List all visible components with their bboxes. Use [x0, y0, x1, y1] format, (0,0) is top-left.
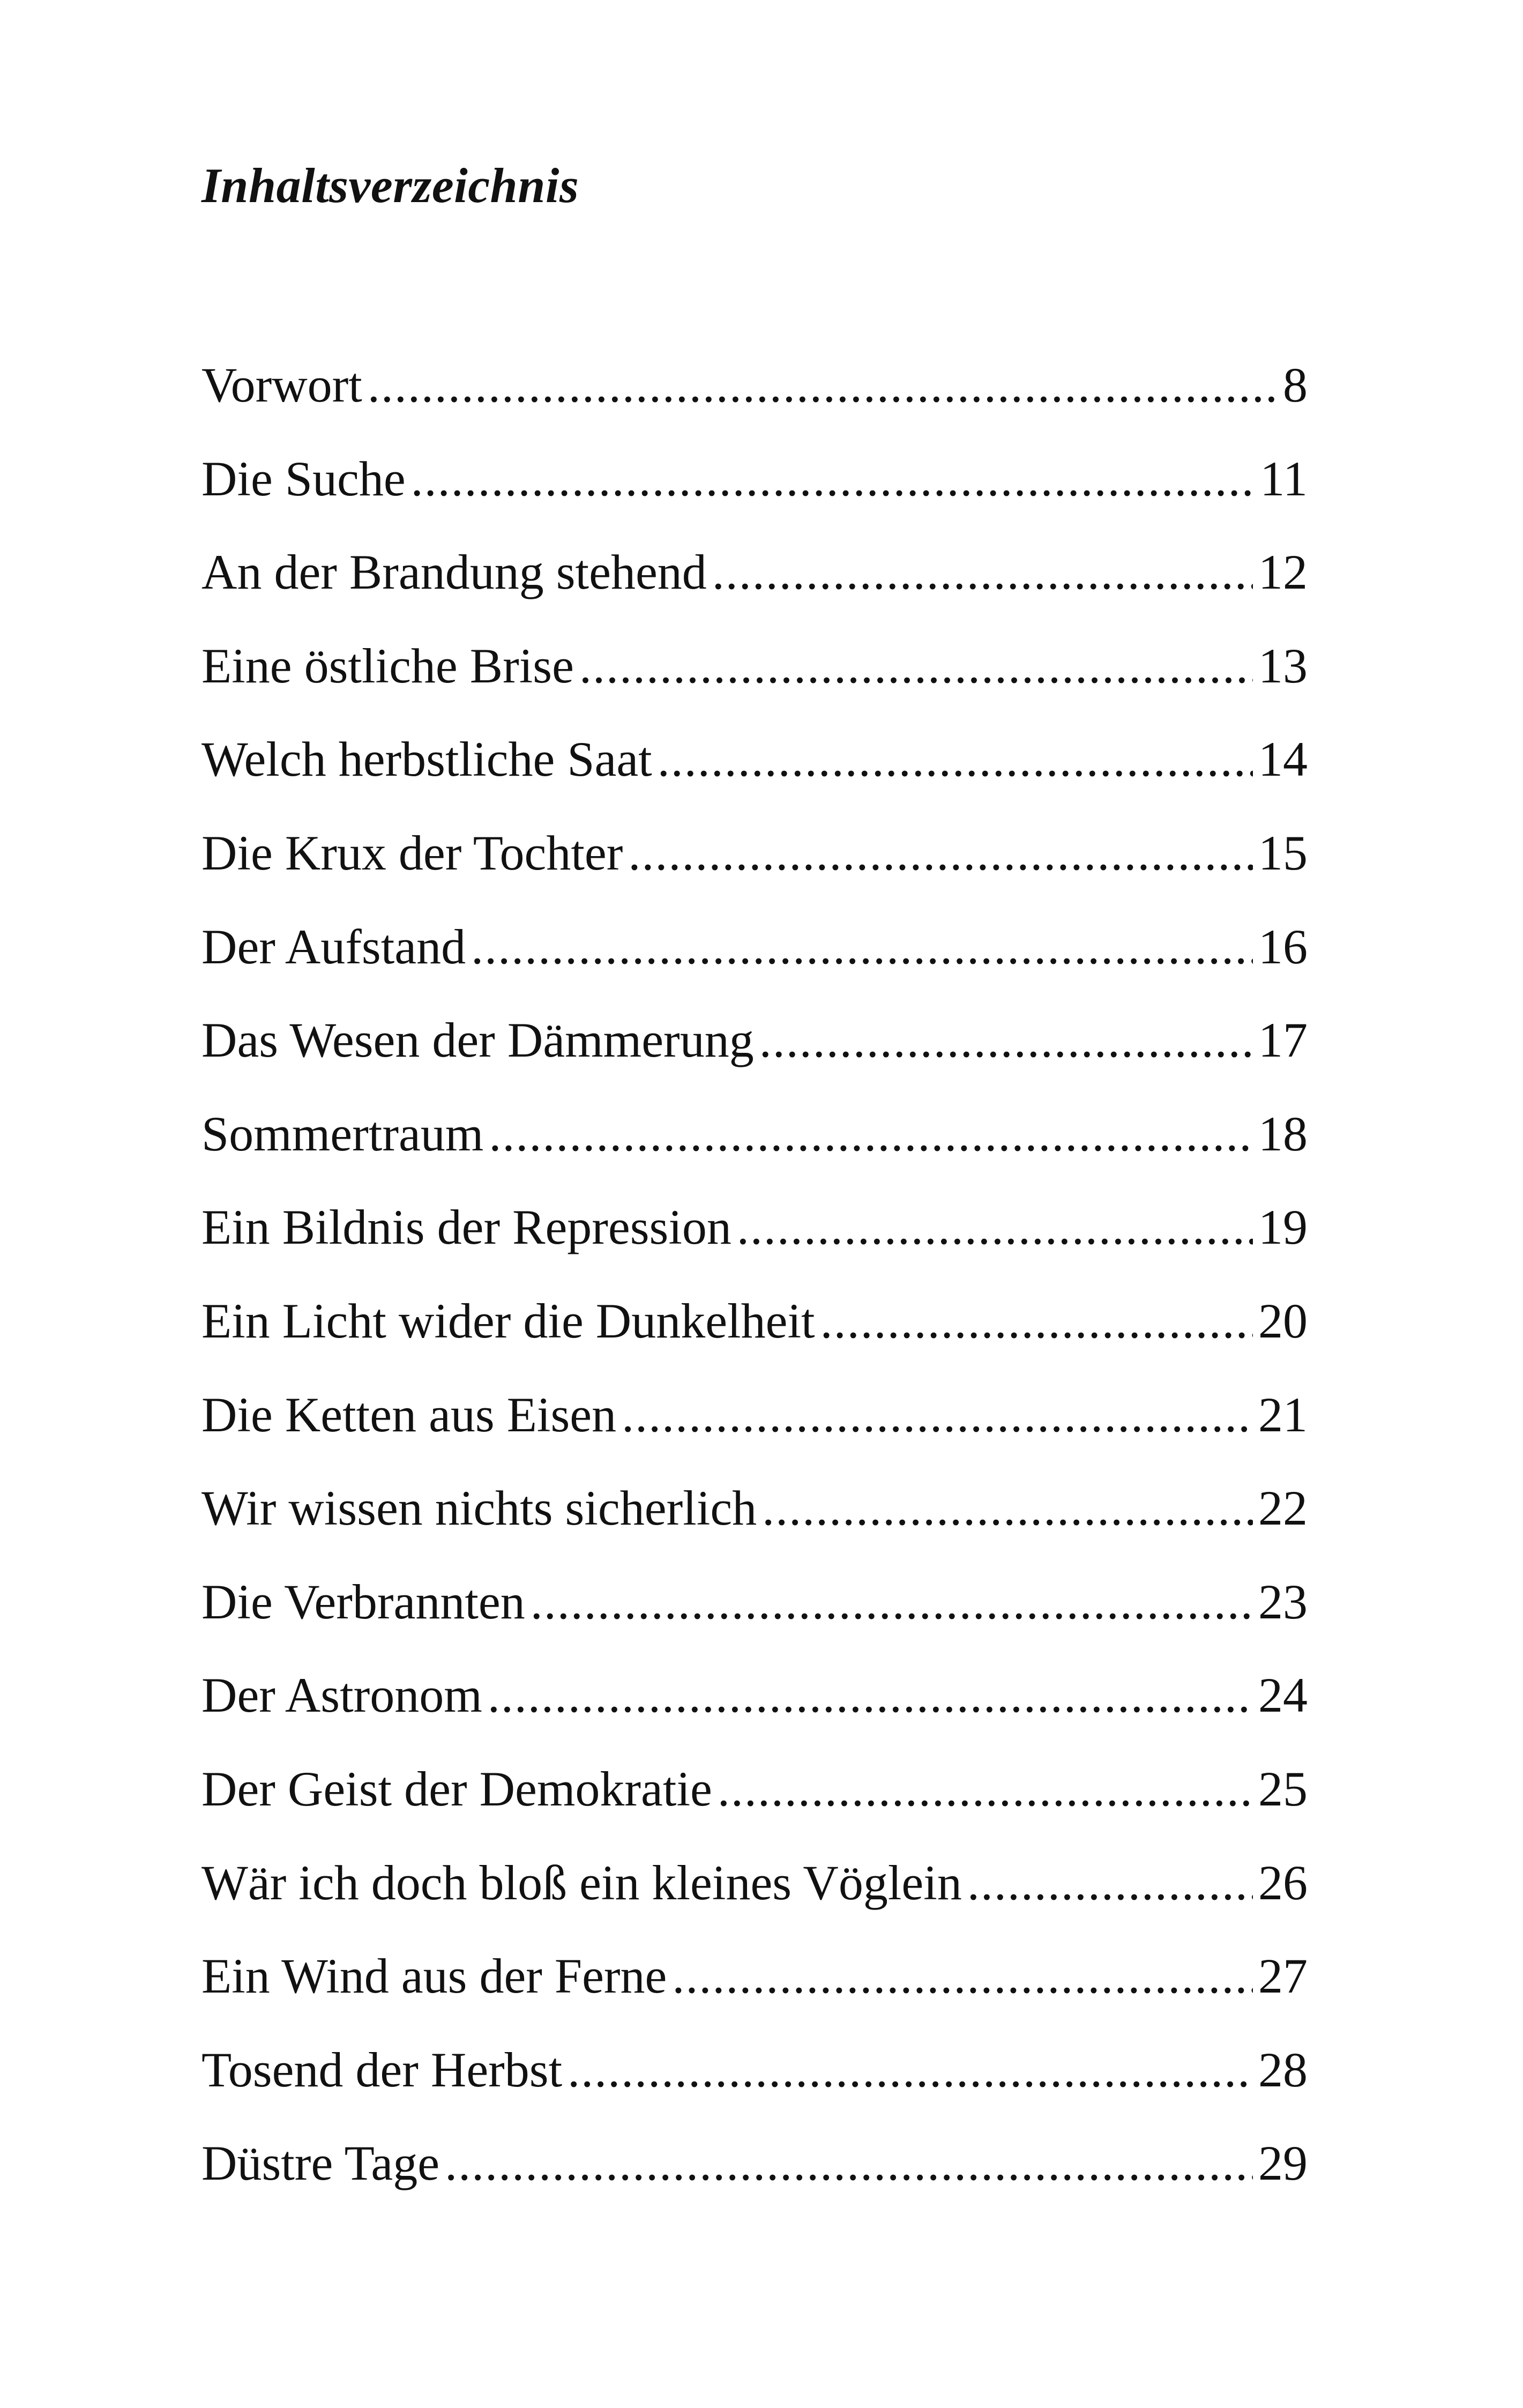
toc-entry-title: Eine östliche Brise — [201, 638, 574, 693]
dot-leader — [622, 1390, 1253, 1439]
toc-entry — [201, 1293, 1308, 1390]
toc-entry — [201, 1855, 1308, 1952]
dot-leader — [531, 1577, 1253, 1626]
dot-leader — [712, 547, 1253, 597]
toc-entry — [201, 825, 1308, 922]
toc-entry — [201, 1951, 1308, 2045]
toc-list — [201, 360, 1308, 2232]
toc-entry-page: 15 — [1258, 825, 1308, 880]
toc-entry-title: Die Krux der Tochter — [201, 825, 623, 880]
toc-entry-title: Das Wesen der Dämmerung — [201, 1013, 754, 1068]
toc-entry-page: 21 — [1258, 1387, 1308, 1442]
toc-entry-title: An der Brandung stehend — [201, 545, 707, 600]
toc-entry-title: Der Astronom — [201, 1668, 482, 1723]
toc-entry — [201, 1483, 1308, 1577]
toc-entry-title: Düstre Tage — [201, 2136, 440, 2191]
toc-entry-page: 27 — [1258, 1949, 1308, 2004]
toc-entry — [201, 1387, 1308, 1484]
toc-entry-title: Die Verbrannten — [201, 1574, 525, 1629]
dot-leader — [820, 1296, 1253, 1346]
toc-entry-page: 29 — [1258, 2136, 1308, 2191]
dot-leader — [737, 1202, 1253, 1252]
dot-leader — [672, 1951, 1253, 2001]
dot-leader — [489, 1109, 1253, 1158]
toc-entry — [201, 1106, 1308, 1203]
dot-leader — [628, 828, 1253, 878]
dot-leader — [718, 1764, 1253, 1814]
toc-entry — [201, 1015, 1308, 1109]
toc-entry-title: Ein Licht wider die Dunkelheit — [201, 1293, 815, 1348]
dot-leader — [411, 454, 1255, 503]
toc-entry-page: 14 — [1258, 732, 1308, 787]
dot-leader — [471, 922, 1253, 971]
toc-entry — [201, 2042, 1308, 2139]
dot-leader — [759, 1015, 1253, 1065]
toc-entry — [201, 2138, 1308, 2232]
toc-entry-page: 8 — [1283, 358, 1308, 412]
toc-entry-title: Vorwort — [201, 358, 362, 412]
toc-entry — [201, 1761, 1308, 1858]
toc-entry-page: 18 — [1258, 1106, 1308, 1161]
toc-entry-title: Tosend der Herbst — [201, 2042, 563, 2097]
page-title: Inhaltsverzeichnis — [201, 158, 579, 213]
toc-entry-title: Der Geist der Demokratie — [201, 1761, 712, 1816]
toc-entry — [201, 919, 1308, 1016]
toc-entry-page: 24 — [1258, 1668, 1308, 1723]
toc-entry-page: 20 — [1258, 1293, 1308, 1348]
toc-entry-title: Der Aufstand — [201, 919, 466, 974]
toc-entry-page: 17 — [1258, 1013, 1308, 1068]
toc-entry-title: Die Ketten aus Eisen — [201, 1387, 617, 1442]
toc-entry-page: 26 — [1258, 1855, 1308, 1910]
dot-leader — [762, 1483, 1253, 1533]
toc-entry-page: 25 — [1258, 1761, 1308, 1816]
toc-entry-page: 28 — [1258, 2042, 1308, 2097]
toc-entry — [201, 1574, 1308, 1671]
toc-entry — [201, 360, 1308, 454]
toc-entry-title: Die Suche — [201, 451, 406, 506]
toc-entry-title: Ein Bildnis der Repression — [201, 1200, 731, 1255]
dot-leader — [658, 734, 1253, 784]
toc-entry — [201, 1202, 1308, 1296]
toc-entry — [201, 734, 1308, 828]
toc-entry-page: 19 — [1258, 1200, 1308, 1255]
toc-entry-title: Wir wissen nichts sicherlich — [201, 1481, 757, 1536]
toc-entry — [201, 547, 1308, 641]
toc-entry — [201, 1670, 1308, 1764]
toc-entry-title: Ein Wind aus der Ferne — [201, 1949, 667, 2004]
toc-entry-page: 22 — [1258, 1481, 1308, 1536]
toc-entry-page: 13 — [1258, 638, 1308, 693]
toc-entry — [201, 451, 1308, 548]
toc-entry-title: Welch herbstliche Saat — [201, 732, 652, 787]
toc-entry-page: 23 — [1258, 1574, 1308, 1629]
dot-leader — [967, 1858, 1253, 1907]
toc-entry-title: Sommertraum — [201, 1106, 484, 1161]
toc-entry-page: 12 — [1258, 545, 1308, 600]
dot-leader — [368, 360, 1278, 410]
toc-entry — [201, 638, 1308, 735]
dot-leader — [579, 641, 1253, 690]
dot-leader — [568, 2045, 1253, 2094]
toc-entry-page: 11 — [1260, 451, 1308, 506]
dot-leader — [445, 2138, 1253, 2188]
toc-entry-title: Wär ich doch bloß ein kleines Vöglein — [201, 1855, 962, 1910]
dot-leader — [488, 1670, 1253, 1720]
toc-entry-page: 16 — [1258, 919, 1308, 974]
